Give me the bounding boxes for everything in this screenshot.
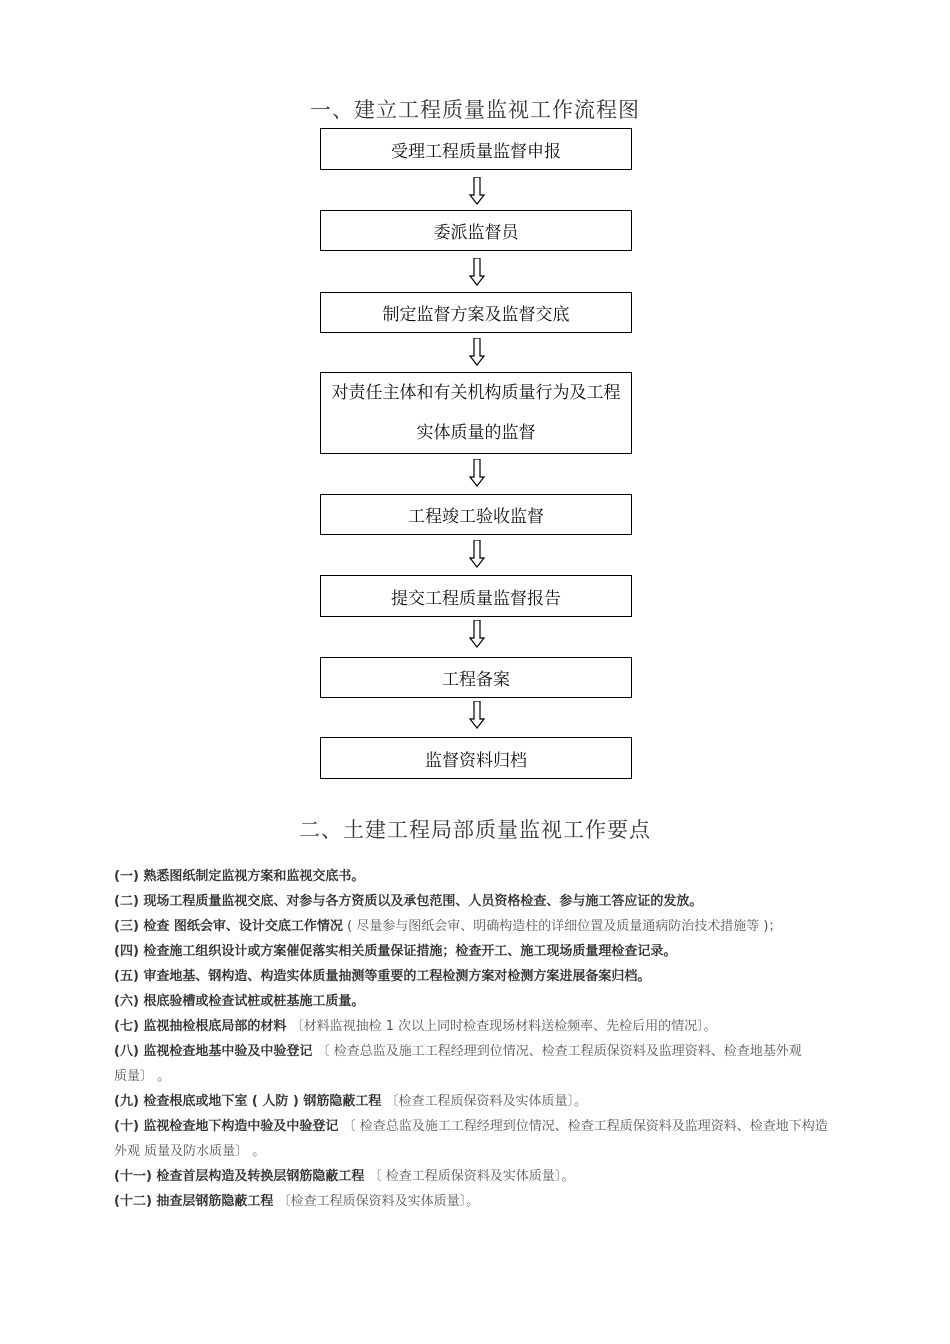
list-item [114, 1164, 834, 1189]
section1-title: 一、建立工程质量监视工作流程图 [310, 98, 640, 122]
flow-step-4-label: 对责任主体和有关机构质量行为及工程实体质量的监督 [331, 383, 621, 443]
list-item [114, 914, 834, 939]
point-heading: (一) 熟悉图纸制定监视方案和监视交底书。 [114, 869, 365, 884]
flow-step-2-label: 委派监督员 [433, 223, 519, 243]
point-heading: (八) 监视检查地基中验及中验登记 [114, 1044, 313, 1059]
list-item [114, 864, 834, 889]
flow-step-4 [320, 372, 632, 454]
point-heading: (三) 检查 图纸会审、设计交底工作情况 [114, 919, 343, 934]
flow-step-5 [320, 494, 632, 535]
point-heading: (七) 监视抽检根底局部的材料 [114, 1019, 287, 1034]
flow-step-8 [320, 737, 632, 779]
list-item [114, 1189, 834, 1214]
list-item [114, 1039, 834, 1089]
list-item [114, 889, 834, 914]
flow-step-1-label: 受理工程质量监督申报 [391, 141, 561, 162]
point-note: 〔检查工程质保资料及实体质量〕。 [385, 1094, 588, 1109]
down-arrow-icon [468, 701, 486, 729]
point-note: ( 尽量参与图纸会审、明确构造柱的详细位置及质量通病防治技术措施等 )； [347, 919, 782, 934]
down-arrow-icon [468, 338, 486, 366]
flow-step-6-label: 提交工程质量监督报告 [391, 588, 561, 609]
point-note: 〔 检查总监及施工工程经理到位情况、检查工程质保资料及监理资料、检查地下构造外观 质量及防水质量〕 。 [114, 1119, 828, 1159]
key-points-list [114, 864, 834, 1214]
flow-step-6 [320, 575, 632, 617]
list-item [114, 1114, 834, 1164]
flow-step-1 [320, 128, 632, 170]
flow-step-5-label: 工程竣工验收监督 [408, 507, 544, 527]
flow-step-2 [320, 210, 632, 251]
point-heading: (九) 检查根底或地下室 ( 人防 ) 钢筋隐蔽工程 [114, 1094, 382, 1109]
section2-title: 二、土建工程局部质量监视工作要点 [299, 818, 651, 842]
down-arrow-icon [468, 540, 486, 568]
point-heading: (十) 监视检查地下构造中验及中验登记 [114, 1119, 339, 1134]
flow-step-8-label: 监督资料归档 [425, 750, 527, 771]
point-heading: (四) 检查施工组织设计或方案催促落实相关质量保证措施；检查开工、施工现场质量理检查记录。 [114, 944, 677, 959]
down-arrow-icon [468, 258, 486, 286]
list-item [114, 989, 834, 1014]
point-heading: (十一) 检查首层构造及转换层钢筋隐蔽工程 [114, 1169, 365, 1184]
point-heading: (六) 根底验槽或检查试桩或桩基施工质量。 [114, 994, 365, 1009]
list-item [114, 964, 834, 989]
point-note: 〔 检查总监及施工工程经理到位情况、检查工程质保资料及监理资料、检查地基外观 [316, 1044, 802, 1059]
list-item [114, 1014, 834, 1039]
point-note: 〔 检查工程质保资料及实体质量〕。 [368, 1169, 575, 1184]
point-note-continued: 质量〕 。 [114, 1069, 171, 1084]
flow-step-7-label: 工程备案 [442, 670, 510, 690]
point-note: 〔材料监视抽检 1 次以上同时检查现场材料送检频率、先检后用的情况〕。 [290, 1019, 717, 1034]
list-item [114, 939, 834, 964]
point-heading: (二) 现场工程质量监视交底、对参与各方资质以及承包范围、人员资格检查、参与施工答应证的发放。 [114, 894, 703, 909]
point-note: 〔检查工程质保资料及实体质量〕。 [277, 1194, 480, 1209]
flow-step-3 [320, 292, 632, 333]
down-arrow-icon [468, 620, 486, 648]
flow-step-7 [320, 657, 632, 698]
list-item [114, 1089, 834, 1114]
down-arrow-icon [468, 177, 486, 205]
point-heading: (十二) 抽查层钢筋隐蔽工程 [114, 1194, 274, 1209]
down-arrow-icon [468, 459, 486, 487]
flow-step-3-label: 制定监督方案及监督交底 [382, 305, 570, 325]
point-heading: (五) 审查地基、钢构造、构造实体质量抽测等重要的工程检测方案对检测方案进展备案归档。 [114, 969, 651, 984]
